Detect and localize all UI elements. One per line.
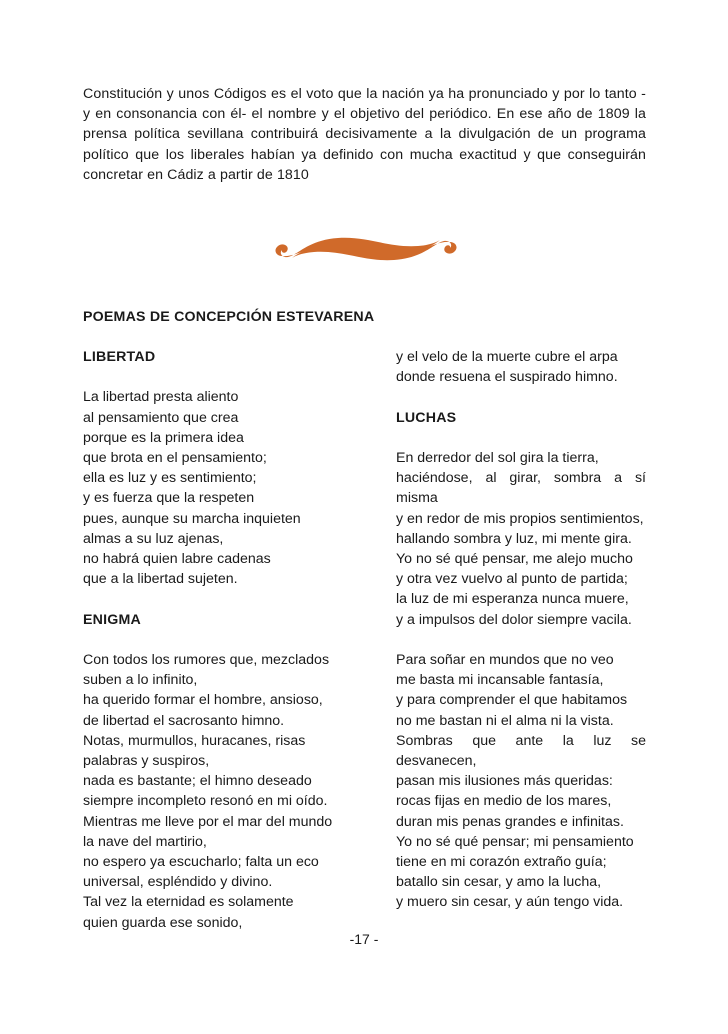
poem-line: desvanecen, <box>396 753 477 770</box>
poem-line: ella es luz y es sentimiento; <box>83 470 257 487</box>
poem-line: almas a su luz ajenas, <box>83 530 224 547</box>
poem-line: y es fuerza que la respeten <box>83 490 255 507</box>
poem-line: Mientras me lleve por el mar del mundo <box>83 813 333 830</box>
poem-line: haciéndose, al girar, sombra a sí <box>396 470 646 487</box>
poem-line: donde resuena el suspirado himno. <box>396 369 618 386</box>
poem-line: Yo no sé qué pensar; mi pensamiento <box>396 833 634 850</box>
poem-line: no habrá quien labre cadenas <box>83 551 271 568</box>
poem-line: me basta mi incansable fantasía, <box>396 672 604 689</box>
poem-luchas-stanza-2 <box>396 650 646 913</box>
poem-line: Notas, murmullos, huracanes, risas <box>83 732 306 749</box>
poem-line: Para soñar en mundos que no veo <box>396 652 614 668</box>
poem-luchas-stanza-1 <box>396 448 646 630</box>
poem-enigma <box>83 650 373 933</box>
poem-line: no espero ya escucharlo; falta un eco <box>83 854 319 871</box>
poem-line: siempre incompleto resonó en mi oído. <box>83 793 328 810</box>
poem-line: y en redor de mis propios sentimientos, <box>396 510 644 527</box>
poem-line: de libertad el sacrosanto himno. <box>83 712 285 729</box>
poem-line: y otra vez vuelvo al punto de partida; <box>396 571 628 588</box>
poem-line: Con todos los rumores que, mezclados <box>83 652 330 668</box>
poem-line: porque es la primera idea <box>83 429 244 446</box>
poem-line: duran mis penas grandes e infinitas. <box>396 813 624 830</box>
poem-line: hallando sombra y luz, mi mente gira. <box>396 530 632 547</box>
page-number: -17 - <box>349 931 379 947</box>
poem-libertad <box>83 387 373 589</box>
poem-line: no me bastan ni el alma ni la vista. <box>396 712 614 729</box>
poem-line: que a la libertad sujeten. <box>83 571 238 588</box>
poem-line: tiene en mi corazón extraño guía; <box>396 854 607 871</box>
poem-line: suben a lo infinito, <box>83 672 198 689</box>
poem-line: batallo sin cesar, y amo la lucha, <box>396 874 602 891</box>
right-column <box>396 347 646 913</box>
poem-title-enigma: ENIGMA <box>83 611 141 628</box>
poem-line: y a impulsos del dolor siempre vacila. <box>396 611 632 628</box>
poem-line: universal, espléndido y divino. <box>83 874 273 891</box>
poem-line: palabras y suspiros, <box>83 753 210 770</box>
swash-ornament-icon <box>268 226 464 272</box>
poem-title-luchas: LUCHAS <box>396 409 457 426</box>
poem-line: la nave del martirio, <box>83 833 207 850</box>
poem-line: y muero sin cesar, y aún tengo vida. <box>396 894 624 911</box>
poem-line: ha querido formar el hombre, ansioso, <box>83 692 323 709</box>
poem-line: rocas fijas en medio de los mares, <box>396 793 612 810</box>
poem-line: Yo no sé qué pensar, me alejo mucho <box>396 551 633 567</box>
left-column <box>83 347 373 933</box>
poem-line: al pensamiento que crea <box>83 409 239 426</box>
poem-line: Sombras que ante la luz se <box>396 732 646 749</box>
poem-line: que brota en el pensamiento; <box>83 450 267 466</box>
poem-title-libertad: LIBERTAD <box>83 349 156 365</box>
poem-enigma-continuation <box>396 347 646 387</box>
poem-line: la luz de mi esperanza nunca muere, <box>396 591 629 608</box>
poem-line: pasan mis ilusiones más queridas: <box>396 773 613 790</box>
poem-line: La libertad presta aliento <box>83 389 239 406</box>
poem-line: misma <box>396 490 438 507</box>
poem-line: Tal vez la eternidad es solamente <box>83 894 294 911</box>
poem-line: quien guarda ese sonido, <box>83 914 243 931</box>
intro-paragraph: Constitución y unos Códigos es el voto que la nación ya ha pronunciado y por lo tanto -y en consonancia con él- el nombre y el objetivo del periódico. En ese año de 1809 la prensa política sevillana contribuirá decisivamente a la divulgación de un programa político que los liberales habían ya definido con mucha exactitud y que conseguirán concretar en Cádiz a partir de 1810 <box>83 86 646 183</box>
poem-line: pues, aunque su marcha inquieten <box>83 510 301 527</box>
poem-line: nada es bastante; el himno deseado <box>83 773 312 790</box>
section-title: POEMAS DE CONCEPCIÓN ESTEVARENA <box>83 309 375 325</box>
poem-line: En derredor del sol gira la tierra, <box>396 449 599 466</box>
poem-line: y para comprender el que habitamos <box>396 692 628 709</box>
poem-line: y el velo de la muerte cubre el arpa <box>396 349 618 365</box>
